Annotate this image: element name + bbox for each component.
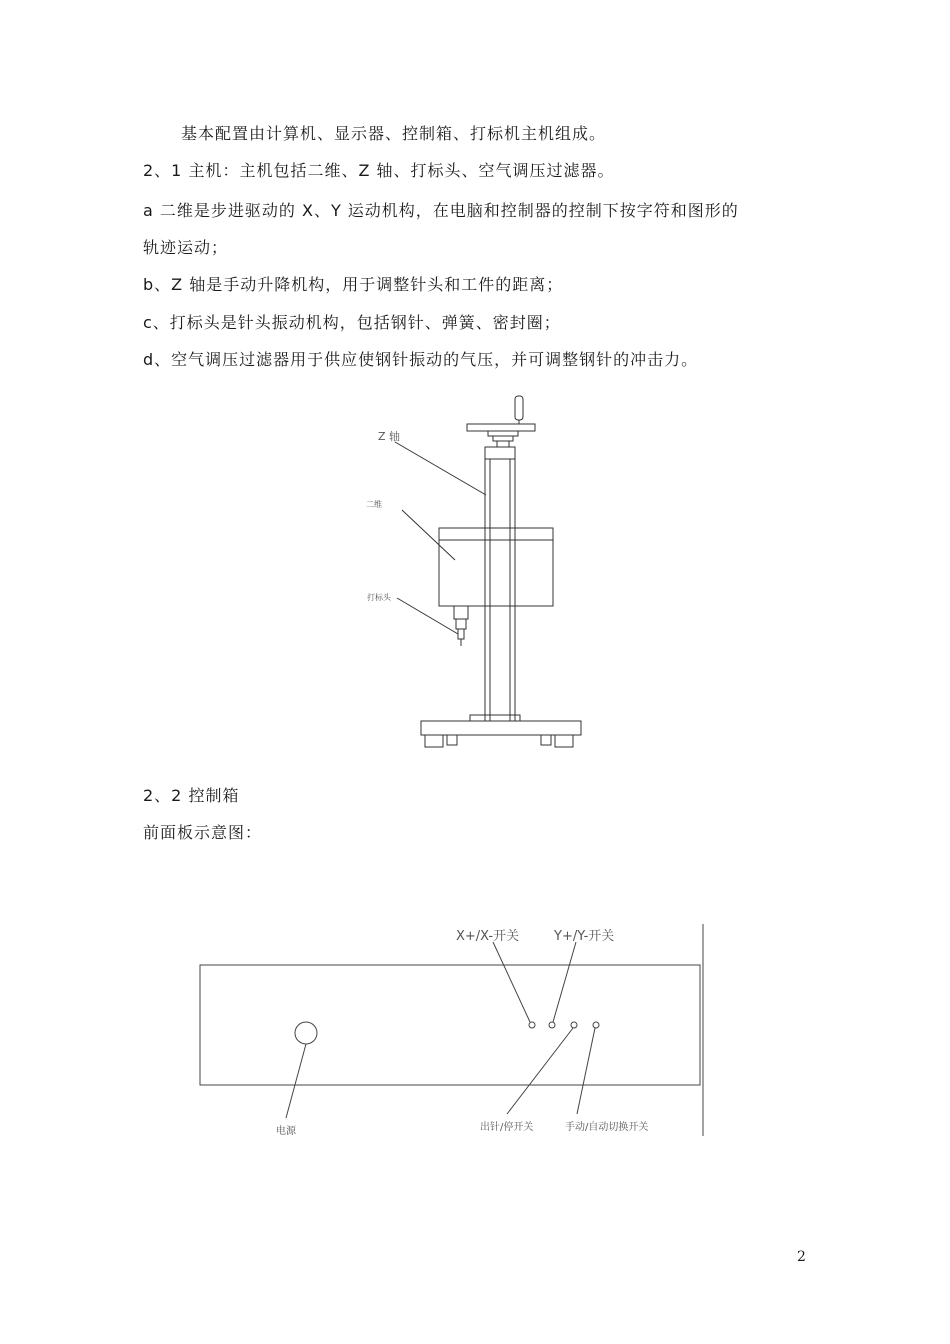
machine-diagram bbox=[355, 390, 595, 760]
power-switch bbox=[295, 1022, 317, 1044]
x-switch bbox=[529, 1022, 535, 1028]
section-2-2-heading: 2、2 控制箱 bbox=[143, 786, 240, 805]
power-label: 电源 bbox=[276, 1126, 296, 1137]
paragraph-intro: 基本配置由计算机、显示器、控制箱、打标机主机组成。 bbox=[181, 124, 607, 143]
manual-auto-label: 手动/自动切换开关 bbox=[565, 1122, 649, 1133]
section-2-1-heading: 2、1 主机：主机包括二维、Z 轴、打标头、空气调压过滤器。 bbox=[143, 161, 615, 180]
paragraph-a-line2: 轨迹运动； bbox=[143, 238, 229, 257]
z-axis-label: Z 轴 bbox=[378, 430, 401, 443]
paragraph-b: b、Z 轴是手动升降机构，用于调整针头和工件的距离； bbox=[143, 275, 564, 294]
out-needle-label: 出针/停开关 bbox=[480, 1122, 534, 1133]
two-d-label: 二维 bbox=[366, 500, 382, 509]
front-panel-title: 前面板示意图： bbox=[143, 823, 263, 842]
manual-auto-switch bbox=[593, 1022, 599, 1028]
out-needle-switch bbox=[571, 1022, 577, 1028]
paragraph-a-line1: a 二维是步进驱动的 X、Y 运动机构，在电脑和控制器的控制下按字符和图形的 bbox=[143, 201, 739, 220]
front-panel-diagram bbox=[190, 918, 720, 1143]
y-switch bbox=[549, 1022, 555, 1028]
paragraph-c: c、打标头是针头振动机构，包括钢针、弹簧、密封圈； bbox=[143, 313, 561, 332]
x-switch-label: X+/X-开关 bbox=[456, 929, 520, 944]
control-box-front bbox=[200, 965, 700, 1085]
page-number: 2 bbox=[797, 1249, 806, 1265]
marking-head-label: 打标头 bbox=[367, 593, 391, 602]
y-switch-label: Y+/Y-开关 bbox=[554, 929, 615, 944]
paragraph-d: d、空气调压过滤器用于供应使钢针振动的气压，并可调整钢针的冲击力。 bbox=[143, 350, 699, 369]
